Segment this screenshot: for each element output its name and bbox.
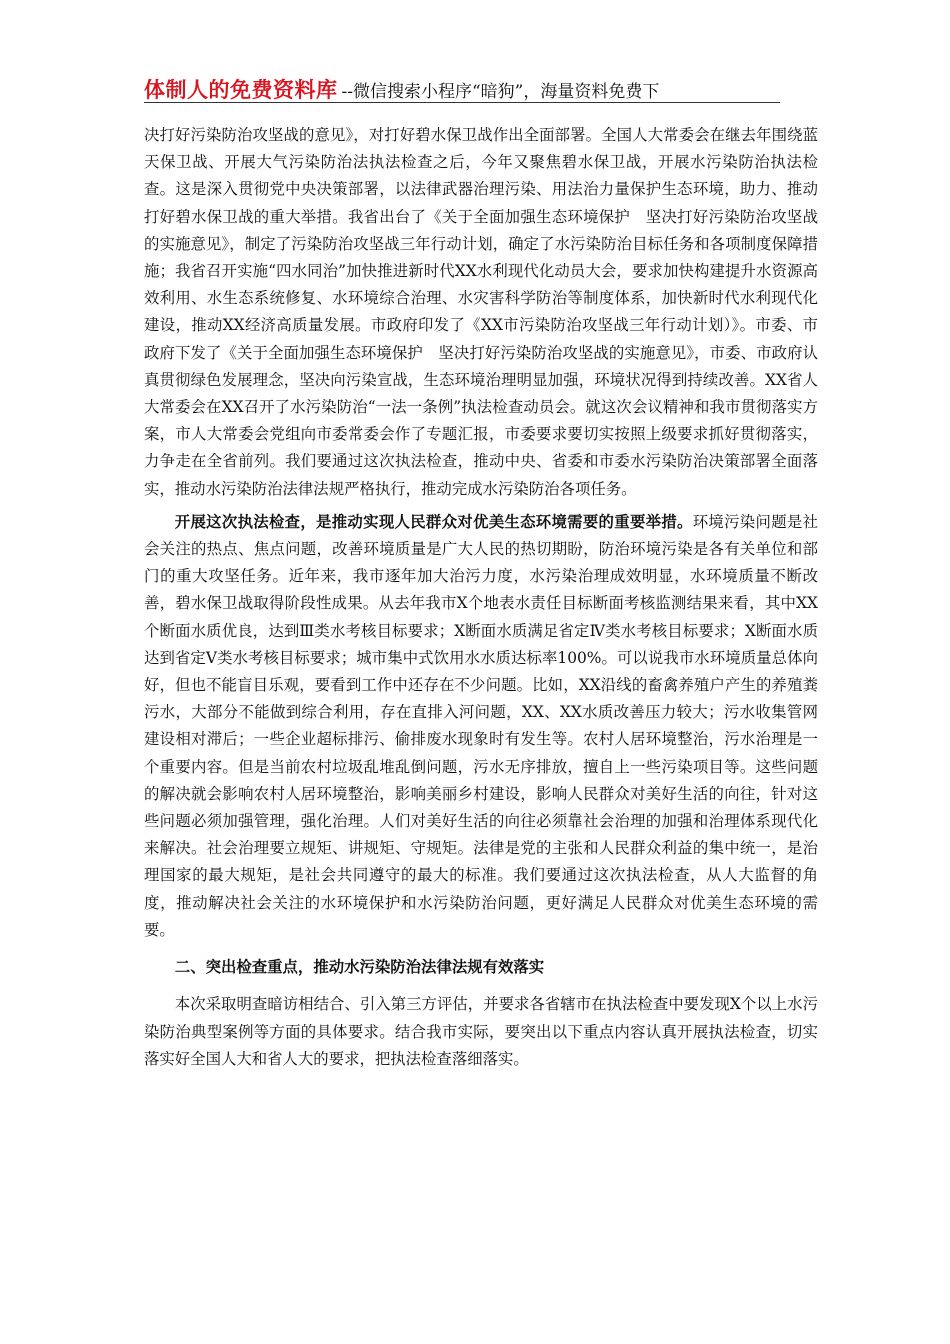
- header-tagline: --微信搜索小程序“暗狗”，海量资料免费下: [341, 82, 660, 102]
- paragraph-2: [144, 509, 818, 944]
- paragraph-2-text: 环境污染问题是社会关注的热点、焦点问题，改善环境质量是广大人民的热切期盼，防治环境污染是各有关单位和部门的重大攻坚任务。近年来，我市逐年加大治污力度，水污染治理成效明显，水环境质量不断改善，碧水保卫战取得阶段性成果。从去年我市X个地表水责任目标断面考核监测结果来看，其中XX个断面水质优良，达到Ⅲ类水考核目标要求；X断面水质满足省定Ⅳ类水考核目标要求；X断面水质达到省定Ⅴ类水考核目标要求；城市集中式饮用水水质达标率100%。可以说我市水环境质量总体向好，但也不能盲目乐观，要看到工作中还存在不少问题。比如，XX沿线的畜禽养殖户产生的养殖粪污水，大部分不能做到综合利用，存在直排入河问题，XX、XX水质改善压力较大；污水收集管网建设相对滞后；一些企业超标排污、偷排废水现象时有发生等。农村人居环境整治，污水治理是一个重要内容。但是当前农村垃圾乱堆乱倒问题，污水无序排放，擅自上一些污染项目等。这些问题的解决就会影响农村人居环境整治，影响美丽乡村建设，影响人民群众对美好生活的向往，针对这些问题必须加强管理，强化治理。人们对美好生活的向往必须靠社会治理的加强和治理体系现代化来解决。社会治理要立规矩、讲规矩、守规矩。法律是党的主张和人民群众利益的集中统一，是治理国家的最大规矩，是社会共同遵守的最大的标准。我们要通过这次执法检查，从人大监督的角度，推动解决社会关注的水环境保护和水污染防治问题，更好满足人民群众对优美生态环境的需要。: [144, 512, 818, 939]
- header-brand: 体制人的免费资料库: [144, 78, 338, 102]
- section-2-heading: 二、突出检查重点，推动水污染防治法律法规有效落实: [174, 958, 545, 977]
- section-spacer: [144, 944, 818, 954]
- paragraph-3: 本次采取明查暗访相结合、引入第三方评估，并要求各省辖市在执法检查中要发现X个以上水污染防治典型案例等方面的具体要求。结合我市实际，要突出以下重点内容认真开展执法检查，切实落实好全国人大和省人大的要求，把执法检查落细落实。: [144, 995, 818, 1068]
- page-header: [144, 74, 780, 102]
- section-spacer: [144, 981, 818, 991]
- paragraph-2-lead: 开展这次执法检查，是推动实现人民群众对优美生态环境需要的重要举措。: [174, 512, 693, 531]
- header-divider: [144, 102, 780, 103]
- document-body: [144, 122, 818, 1073]
- paragraph-1: 决打好污染防治攻坚战的意见》，对打好碧水保卫战作出全面部署。全国人大常委会在继去年围绕蓝天保卫战、开展大气污染防治法执法检查之后，今年又聚焦碧水保卫战，开展水污染防治执法检查。这是深入贯彻党中央决策部署，以法律武器治理污染、用法治力量保护生态环境，助力、推动打好碧水保卫战的重大举措。我省出台了《关于全面加强生态环境保护 坚决打好污染防治攻坚战的实施意见》，制定了污染防治攻坚战三年行动计划，确定了水污染防治目标任务和各项制度保障措施；我省召开实施“四水同治”加快推进新时代XX水利现代化动员大会，要求加快构建提升水资源高效利用、水生态系统修复、水环境综合治理、水灾害科学防治等制度体系，加快新时代水利现代化建设，推动XX经济高质量发展。市政府印发了《XX市污染防治攻坚战三年行动计划）》。市委、市政府下发了《关于全面加强生态环境保护 坚决打好污染防治攻坚战的实施意见》，市委、市政府认真贯彻绿色发展理念，坚决向污染宣战，生态环境治理明显加强，环境状况得到持续改善。XX省人大常委会在XX召开了水污染防治“一法一条例”执法检查动员会。就这次会议精神和我市贯彻落实方案，市人大常委会党组向市委常委会作了专题汇报，市委要求要切实按照上级要求抓好贯彻落实，力争走在全省前列。我们要通过这次执法检查，推动中央、省委和市委水污染防治决策部署全面落实，推动水污染防治法律法规严格执行，推动完成水污染防治各项任务。: [144, 126, 818, 498]
